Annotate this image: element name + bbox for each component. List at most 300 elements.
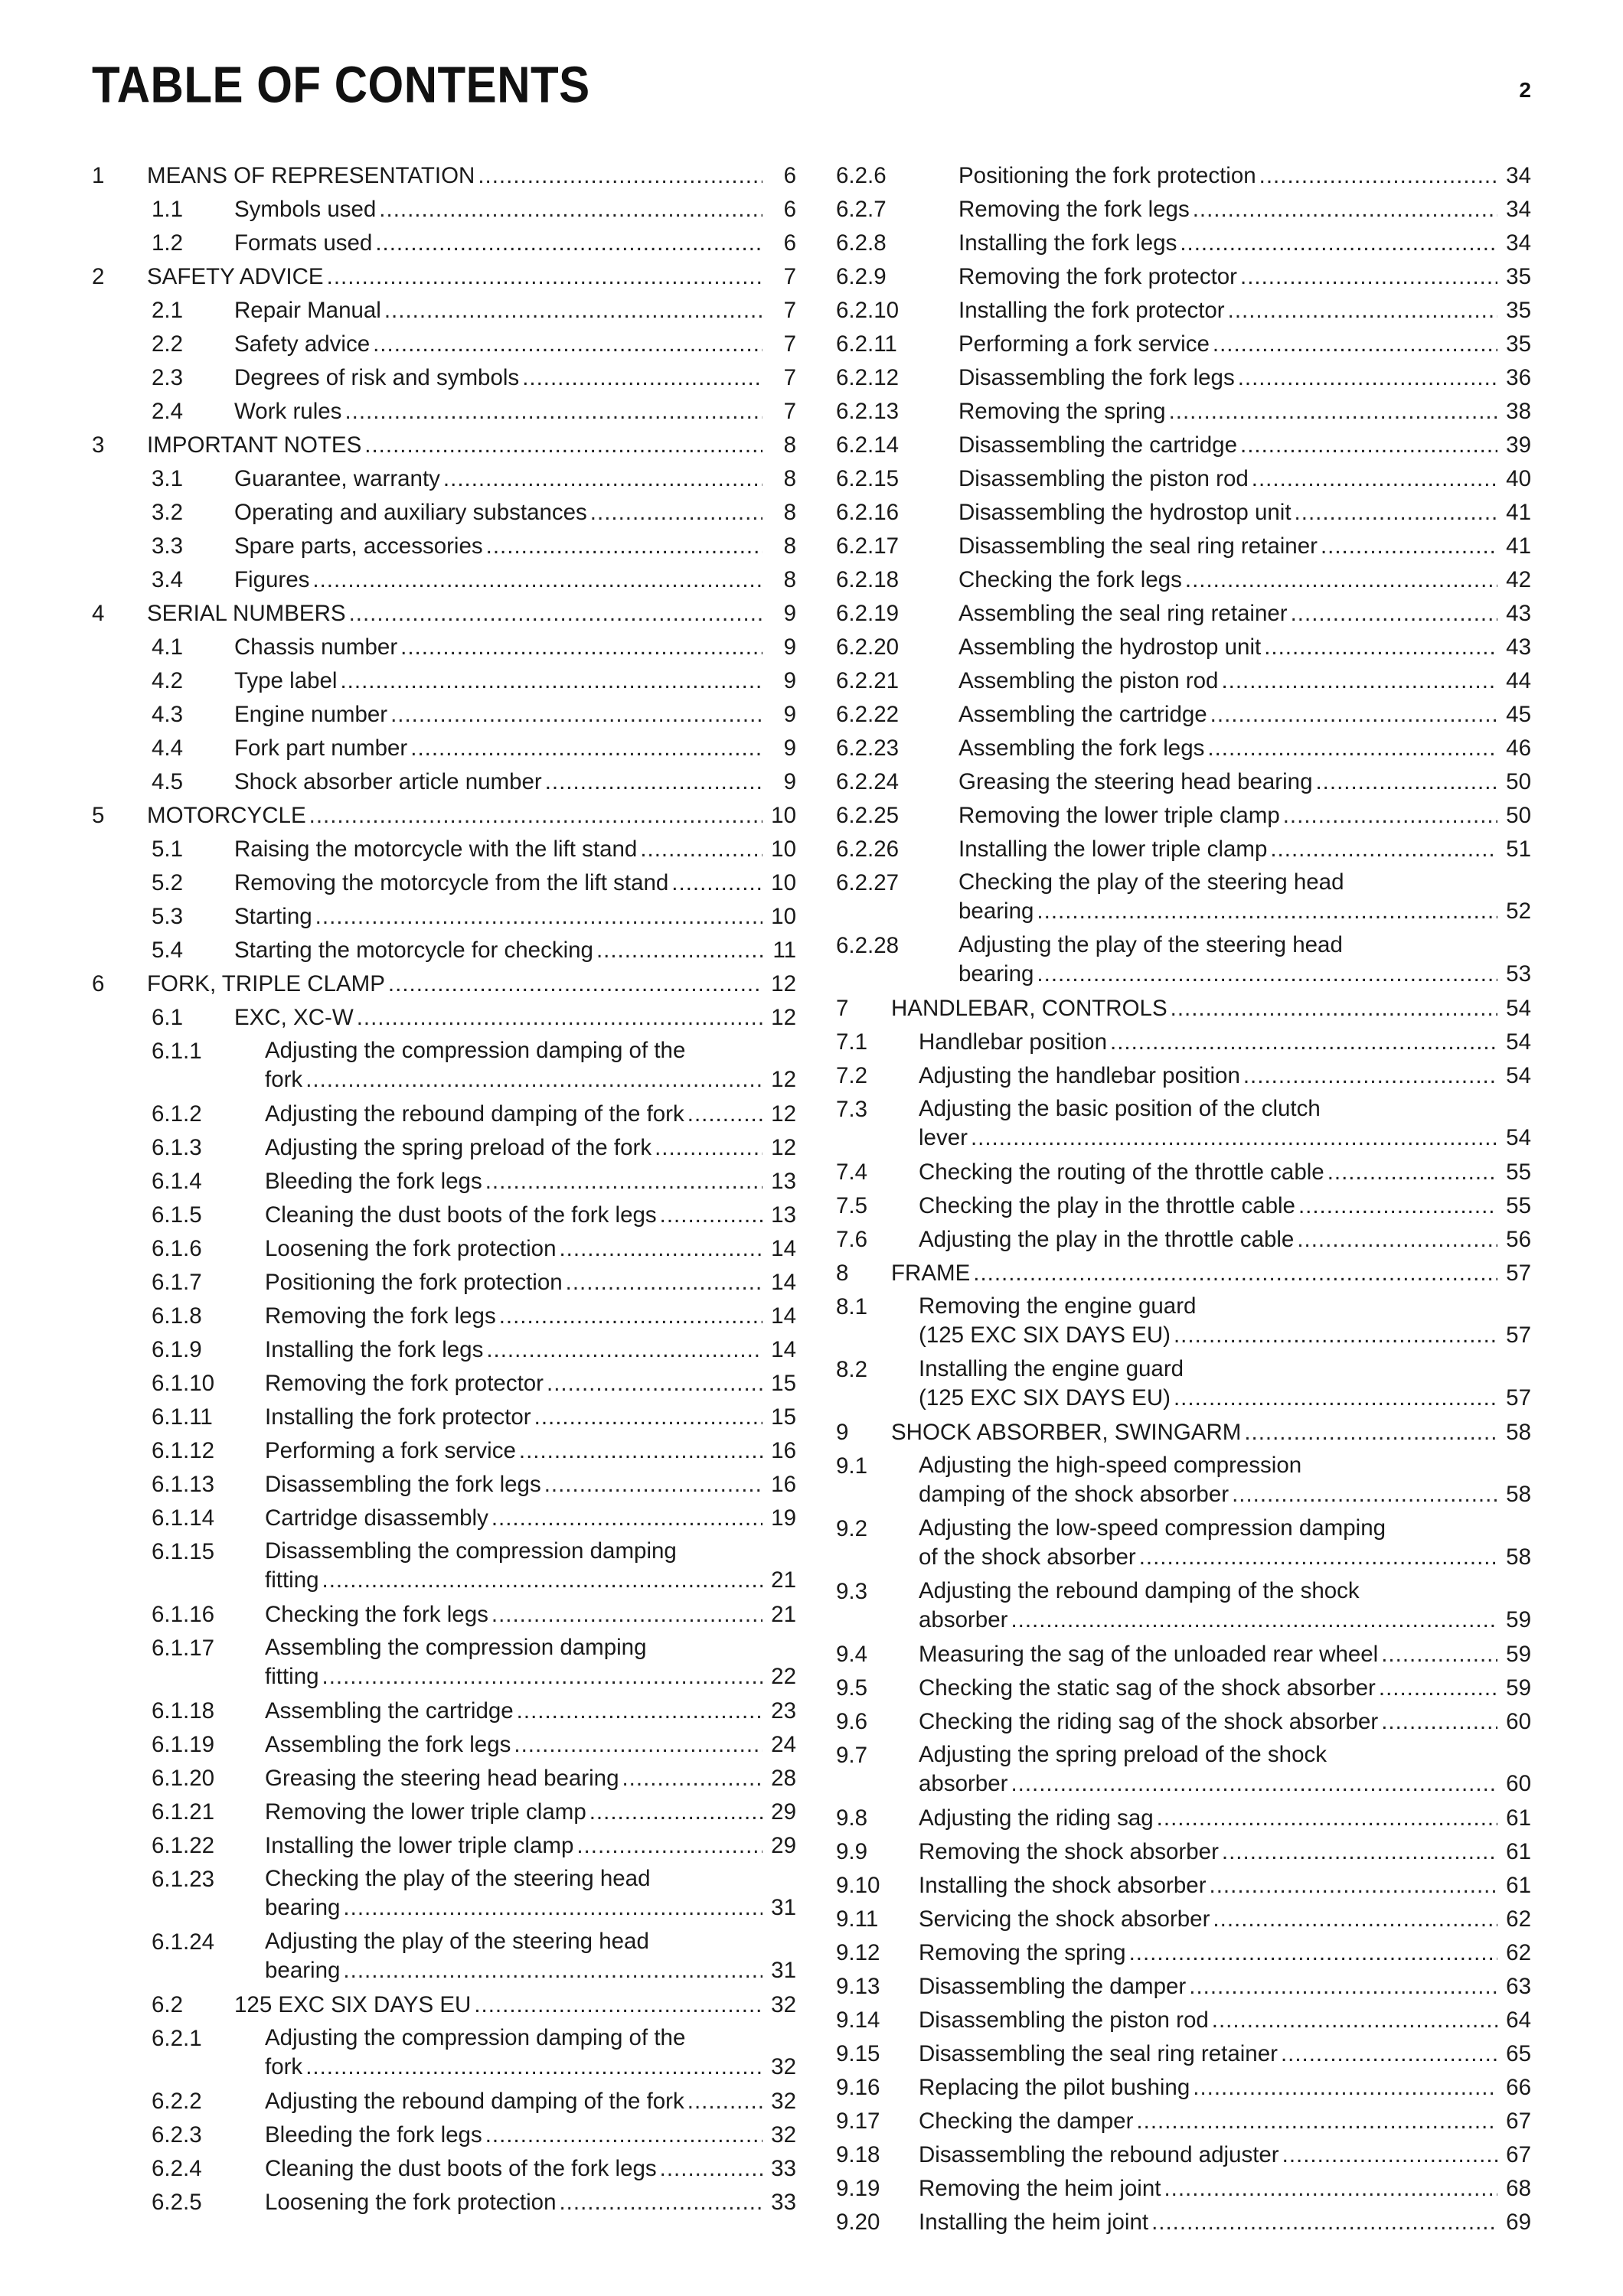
toc-entry[interactable] [836,260,1531,294]
toc-entry-page: 36 [1506,365,1531,390]
toc-entry-number: 6.2.7 [836,197,887,222]
toc-entry-title: 125 EXC SIX DAYS EU [234,1992,472,2017]
dot-leader [491,1502,763,1535]
toc-entry[interactable] [92,1829,796,1863]
toc-entry[interactable] [836,799,1531,833]
toc-entry-page: 59 [1506,1675,1531,1701]
toc-entry-title: SHOCK ABSORBER, SWINGARM [891,1420,1242,1445]
toc-entry[interactable] [92,1502,796,1535]
dot-leader [305,1065,763,1094]
toc-entry-title: Adjusting the rebound damping of the fork [265,2089,684,2114]
toc-entry[interactable] [836,1026,1531,1059]
toc-entry[interactable] [92,1367,796,1401]
toc-entry-title: Checking the damper [919,2108,1134,2134]
toc-entry-page: 35 [1506,298,1531,323]
dot-leader [559,1232,763,1266]
toc-entry-title: FORK, TRIPLE CLAMP [147,971,385,996]
dot-leader [340,664,763,698]
dot-leader [566,1266,763,1300]
toc-entry-title: Removing the heim joint [919,2176,1161,2201]
toc-entry-title: (125 EXC SIX DAYS EU) [919,1385,1171,1411]
dot-leader [660,2152,763,2186]
toc-entry[interactable] [92,934,796,967]
toc-entry-title: Disassembling the rebound adjuster [919,2142,1279,2167]
dot-leader [1174,1321,1497,1350]
toc-entry-page: 61 [1506,1839,1531,1864]
toc-entry-number: 2.2 [152,331,184,357]
dot-leader [1210,1869,1497,1903]
toc-entry-page: 13 [771,1169,796,1194]
dot-leader [305,2053,763,2082]
toc-entry[interactable] [836,2138,1531,2172]
dot-leader [589,1795,763,1829]
toc-entry-title-line: Assembling the compression damping [265,1635,647,1660]
toc-entry[interactable] [836,1638,1531,1671]
toc-entry[interactable] [92,833,796,866]
toc-entry[interactable] [836,2004,1531,2037]
toc-entry[interactable] [836,1936,1531,1970]
toc-entry[interactable] [92,193,796,227]
toc-entry[interactable] [836,1739,1531,1802]
toc-entry[interactable] [92,1762,796,1795]
toc-entry-title: Installing the shock absorber [919,1873,1207,1898]
toc-entry-title: Removing the motorcycle from the lift stand [234,870,669,895]
toc-entry[interactable] [92,1863,796,1926]
toc-entry-title: Removing the lower triple clamp [265,1799,586,1825]
toc-entry-page: 60 [1506,1771,1531,1796]
dot-leader [655,1131,763,1165]
toc-entry[interactable] [836,2105,1531,2138]
toc-entry[interactable] [92,1632,796,1694]
toc-entry[interactable] [836,2037,1531,2071]
toc-entry-page: 65 [1506,2041,1531,2066]
toc-entry-page: 54 [1506,996,1531,1021]
toc-column-left [92,159,796,2219]
toc-entry-page: 50 [1506,769,1531,794]
toc-entry-page: 50 [1506,803,1531,828]
toc-entry[interactable] [92,1333,796,1367]
toc-entry-title-line: Adjusting the spring preload of the shock [919,1742,1327,1767]
toc-entry-page: 8 [783,500,796,525]
toc-entry-title-line: Adjusting the play of the steering head [958,932,1343,957]
dot-leader [1210,698,1497,732]
toc-entry-page: 55 [1506,1159,1531,1185]
toc-entry-title-line: Adjusting the compression damping of the [265,1038,686,1063]
toc-entry[interactable] [92,866,796,900]
toc-entry[interactable] [92,1434,796,1468]
toc-entry-title: Installing the fork protector [265,1404,531,1430]
toc-entry[interactable] [836,631,1531,664]
toc-entry-page: 45 [1506,702,1531,727]
toc-entry[interactable] [836,1705,1531,1739]
toc-entry[interactable] [836,496,1531,530]
toc-entry[interactable] [92,1097,796,1131]
dot-leader [1379,1671,1497,1705]
toc-entry[interactable] [836,1353,1531,1416]
toc-entry-number: 5 [92,803,105,828]
toc-entry-title: Safety advice [234,331,371,357]
toc-entry-title: Disassembling the cartridge [958,432,1237,458]
dot-leader [534,1401,763,1434]
toc-entry[interactable] [92,1926,796,1988]
toc-entry-page: 56 [1506,1227,1531,1252]
toc-entry-page: 62 [1506,1940,1531,1965]
toc-entry[interactable] [836,2206,1531,2239]
toc-entry-number: 7.3 [836,1097,868,1122]
toc-entry[interactable] [92,1401,796,1434]
toc-entry-page: 35 [1506,264,1531,289]
toc-entry[interactable] [836,1223,1531,1257]
dot-leader [327,260,763,294]
toc-entry-title: Greasing the steering head bearing [265,1766,619,1791]
toc-entry-number: 9.12 [836,1940,880,1965]
toc-entry[interactable] [92,2152,796,2186]
toc-entry-title: Loosening the fork protection [265,2190,557,2215]
toc-entry-title: Adjusting the spring preload of the fork [265,1135,652,1160]
toc-entry-page: 9 [783,702,796,727]
toc-entry[interactable] [92,429,796,462]
page-title: TABLE OF CONTENTS [92,56,590,114]
toc-entry[interactable] [92,227,796,260]
dot-leader [1264,631,1497,664]
dot-leader [544,1468,763,1502]
toc-entry[interactable] [92,1232,796,1266]
toc-entry-title: Removing the spring [958,399,1166,424]
page-number: 2 [1519,78,1531,102]
toc-entry-number: 4.4 [152,735,184,761]
toc-entry-page: 9 [783,601,796,626]
toc-entry-title: fork [265,2054,303,2079]
toc-entry-page: 21 [771,1567,796,1593]
toc-entry-title: Disassembling the seal ring retainer [919,2041,1278,2066]
toc-entry-title: Disassembling the fork legs [958,365,1235,390]
toc-entry-number: 9.15 [836,2041,880,2066]
toc-entry-title: IMPORTANT NOTES [147,432,362,458]
toc-entry-page: 12 [771,1067,796,1092]
toc-entry-page: 35 [1506,331,1531,357]
dot-leader [1297,1223,1497,1257]
dot-leader [322,1662,763,1691]
toc-entry[interactable] [836,1189,1531,1223]
toc-entry-number: 4.1 [152,634,184,660]
toc-entry[interactable] [92,1535,796,1598]
toc-entry[interactable] [836,1257,1531,1290]
toc-entry-page: 46 [1506,735,1531,761]
toc-entry-number: 6.2.1 [152,2026,202,2051]
toc-entry-title: Removing the fork legs [958,197,1190,222]
toc-entry-number: 5.3 [152,904,184,929]
dot-leader [622,1762,763,1795]
toc-entry[interactable] [92,1598,796,1632]
toc-entry[interactable] [836,294,1531,328]
toc-entry-title: Assembling the hydrostop unit [958,634,1262,660]
toc-entry[interactable] [836,159,1531,193]
toc-entry[interactable] [836,929,1531,992]
toc-entry-title: FRAME [891,1261,971,1286]
toc-entry-title: Removing the lower triple clamp [958,803,1280,828]
toc-entry[interactable] [92,530,796,563]
toc-entry-page: 10 [771,837,796,862]
toc-entry-number: 6.1.17 [152,1636,215,1661]
toc-entry[interactable] [836,732,1531,765]
dot-leader [590,496,763,530]
toc-entry-number: 9.13 [836,1974,880,1999]
toc-entry[interactable] [92,732,796,765]
toc-entry[interactable] [836,1671,1531,1705]
toc-entry-number: 9.18 [836,2142,880,2167]
dot-leader [1321,530,1497,563]
toc-entry-page: 14 [771,1303,796,1329]
toc-entry-number: 9.11 [836,1906,879,1932]
toc-entry[interactable] [92,1266,796,1300]
toc-entry-number: 6.2.14 [836,432,900,458]
toc-entry[interactable] [836,1156,1531,1189]
toc-entry[interactable] [836,833,1531,866]
toc-entry[interactable] [836,429,1531,462]
dot-leader [1240,260,1497,294]
toc-entry-number: 7.1 [836,1029,868,1055]
toc-entry-title-line: Checking the play of the steering head [265,1866,651,1891]
toc-entry-title-line: Checking the play of the steering head [958,869,1344,895]
toc-entry[interactable] [836,1059,1531,1093]
toc-entry[interactable] [92,1795,796,1829]
toc-entry[interactable] [92,1165,796,1199]
dot-leader [1232,1480,1497,1509]
toc-entry[interactable] [836,698,1531,732]
toc-entry-title: Fork part number [234,735,408,761]
toc-entry-title: of the shock absorber [919,1544,1136,1570]
toc-entry[interactable] [836,328,1531,361]
toc-entry[interactable] [836,765,1531,799]
toc-entry-number: 7.5 [836,1193,868,1218]
toc-entry[interactable] [836,1869,1531,1903]
toc-entry-title: MOTORCYCLE [147,803,306,828]
toc-entry-number: 3.3 [152,533,184,559]
toc-entry-page: 61 [1506,1873,1531,1898]
toc-entry[interactable] [92,2118,796,2152]
toc-entry[interactable] [836,1290,1531,1353]
toc-entry-number: 9.16 [836,2075,880,2100]
toc-entry[interactable] [92,361,796,395]
toc-entry[interactable] [92,799,796,833]
toc-entry[interactable] [836,1835,1531,1869]
toc-entry-page: 7 [783,264,796,289]
toc-entry[interactable] [836,866,1531,929]
toc-entry-page: 54 [1506,1125,1531,1150]
toc-entry-page: 7 [783,399,796,424]
toc-entry-title-line: Adjusting the low-speed compression damping [919,1515,1386,1541]
toc-entry[interactable] [836,227,1531,260]
toc-entry-page: 8 [783,567,796,592]
toc-entry-number: 6.2.24 [836,769,900,794]
toc-entry-page: 52 [1506,899,1531,924]
toc-entry-title: Greasing the steering head bearing [958,769,1313,794]
toc-entry-number: 9.20 [836,2210,880,2235]
toc-entry[interactable] [836,2172,1531,2206]
toc-entry-page: 54 [1506,1029,1531,1055]
toc-entry-number: 7.2 [836,1063,868,1088]
toc-entry-title-line: Adjusting the play of the steering head [265,1929,649,1954]
toc-entry-title: Checking the static sag of the shock absorber [919,1675,1376,1701]
toc-entry[interactable] [92,1131,796,1165]
toc-entry-page: 68 [1506,2176,1531,2201]
toc-entry-title: Cartridge disassembly [265,1505,488,1531]
dot-leader [491,1598,763,1632]
toc-entry-number: 6.1.24 [152,1929,215,1955]
toc-entry-number: 6.2.5 [152,2190,202,2215]
toc-entry-page: 28 [771,1766,796,1791]
toc-entry[interactable] [92,462,796,496]
dot-leader [1327,1156,1497,1189]
dot-leader [660,1199,763,1232]
dot-leader [596,934,763,967]
toc-entry[interactable] [92,664,796,698]
toc-entry[interactable] [92,2186,796,2219]
toc-entry-page: 43 [1506,601,1531,626]
toc-entry[interactable] [836,597,1531,631]
toc-entry[interactable] [92,967,796,1001]
toc-entry-page: 55 [1506,1193,1531,1218]
toc-entry-number: 9.4 [836,1642,868,1667]
toc-entry[interactable] [836,1093,1531,1156]
dot-leader [343,1956,763,1985]
toc-entry-number: 3 [92,432,105,458]
toc-entry[interactable] [92,2085,796,2118]
toc-entry-number: 9.3 [836,1579,868,1604]
toc-entry-number: 6.1.14 [152,1505,215,1531]
toc-entry[interactable] [92,260,796,294]
toc-entry-title: Installing the lower triple clamp [958,837,1268,862]
toc-entry[interactable] [92,395,796,429]
dot-leader [1381,1705,1497,1739]
dot-leader [410,732,763,765]
dot-leader [1011,1606,1497,1635]
toc-entry-title: Assembling the fork legs [265,1732,511,1757]
toc-entry-number: 4 [92,601,105,626]
toc-entry-number: 6.2.16 [836,500,900,525]
toc-entry[interactable] [836,1575,1531,1638]
toc-entry[interactable] [92,563,796,597]
toc-entry-title: lever [919,1125,968,1150]
toc-entry[interactable] [92,496,796,530]
toc-entry-page: 9 [783,769,796,794]
toc-entry-number: 9.1 [836,1453,868,1479]
toc-entry[interactable] [836,1450,1531,1512]
toc-entry-page: 12 [771,1005,796,1030]
toc-entry[interactable] [836,530,1531,563]
toc-entry-number: 8.2 [836,1357,868,1382]
toc-entry-page: 32 [771,2089,796,2114]
toc-entry[interactable] [92,328,796,361]
toc-entry[interactable] [92,294,796,328]
toc-entry-page: 8 [783,466,796,491]
toc-entry[interactable] [92,1694,796,1728]
toc-entry[interactable] [92,597,796,631]
dot-leader [1139,1543,1497,1572]
dot-leader [485,2118,763,2152]
toc-entry-number: 6.1.4 [152,1169,202,1194]
toc-entry[interactable] [92,1001,796,1035]
toc-entry-page: 14 [771,1236,796,1261]
toc-entry-number: 6.1.23 [152,1867,215,1892]
toc-entry[interactable] [92,159,796,193]
dot-leader [315,900,763,934]
toc-entry[interactable] [836,1512,1531,1575]
toc-entry-page: 59 [1506,1607,1531,1632]
toc-entry-title: Disassembling the fork legs [265,1472,541,1497]
toc-entry[interactable] [836,1903,1531,1936]
toc-entry-page: 34 [1506,197,1531,222]
toc-entry[interactable] [92,1300,796,1333]
dot-leader [640,833,763,866]
toc-entry[interactable] [836,1970,1531,2004]
toc-entry-title: Removing the fork protector [958,264,1237,289]
toc-entry-title: Work rules [234,399,342,424]
dot-leader [1291,597,1497,631]
toc-entry-title: Repair Manual [234,298,381,323]
toc-entry-title: damping of the shock absorber [919,1482,1229,1507]
toc-entry[interactable] [836,992,1531,1026]
toc-entry-page: 10 [771,904,796,929]
toc-entry-number: 6.2.15 [836,466,900,491]
toc-entry[interactable] [836,395,1531,429]
toc-entry[interactable] [92,631,796,664]
toc-entry-page: 59 [1506,1642,1531,1667]
toc-entry-number: 6.1.8 [152,1303,202,1329]
dot-leader [1221,664,1497,698]
toc-entry[interactable] [92,1728,796,1762]
toc-entry[interactable] [92,698,796,732]
toc-entry-number: 6.2.6 [836,163,887,188]
toc-entry[interactable] [836,193,1531,227]
toc-entry-number: 6.1.19 [152,1732,215,1757]
toc-entry[interactable] [836,1416,1531,1450]
dot-leader [373,328,763,361]
toc-entry-title-line: Disassembling the compression damping [265,1538,677,1564]
toc-entry-title: SERIAL NUMBERS [147,601,346,626]
dot-leader [1189,1970,1497,2004]
toc-entry-number: 6.1.5 [152,1202,202,1228]
toc-entry[interactable] [92,765,796,799]
dot-leader [671,866,763,900]
toc-entry[interactable] [836,462,1531,496]
dot-leader [345,395,763,429]
toc-entry-number: 3.1 [152,466,184,491]
toc-entry[interactable] [836,664,1531,698]
dot-leader [322,1566,763,1595]
toc-entry[interactable] [836,1802,1531,1835]
toc-entry[interactable] [92,1468,796,1502]
toc-entry-title: Figures [234,567,310,592]
toc-entry[interactable] [92,1035,796,1097]
toc-entry[interactable] [92,2022,796,2085]
dot-leader [1185,563,1497,597]
toc-entry-number: 6.2.27 [836,870,900,895]
toc-entry[interactable] [92,1199,796,1232]
toc-entry[interactable] [836,2071,1531,2105]
toc-entry[interactable] [836,563,1531,597]
toc-entry[interactable] [92,1988,796,2022]
toc-entry-number: 9.19 [836,2176,880,2201]
toc-entry-page: 12 [771,1101,796,1127]
toc-entry-title: Chassis number [234,634,398,660]
toc-entry[interactable] [836,361,1531,395]
dot-leader [1193,193,1497,227]
toc-entry[interactable] [92,900,796,934]
toc-entry-page: 42 [1506,567,1531,592]
toc-entry-title: Disassembling the seal ring retainer [958,533,1318,559]
toc-entry-number: 4.5 [152,769,184,794]
